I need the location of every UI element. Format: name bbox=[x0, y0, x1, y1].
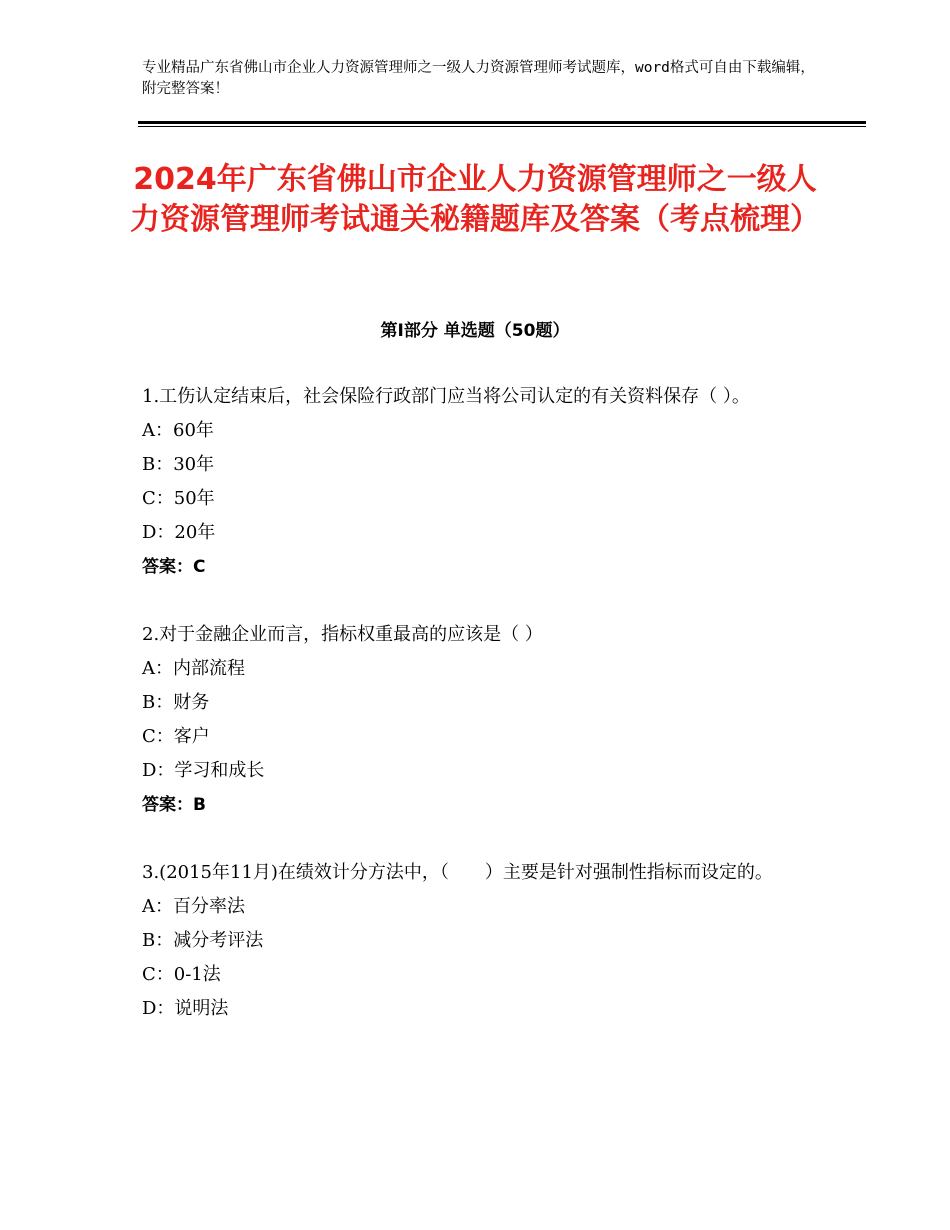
question-list bbox=[142, 380, 812, 1026]
question-stem: 3.(2015年11月)在绩效计分方法中，（ ）主要是针对强制性指标而设定的。 bbox=[142, 862, 773, 883]
question-stem: 2.对于金融企业而言，指标权重最高的应该是（ ） bbox=[142, 624, 543, 645]
header-note: 专业精品广东省佛山市企业人力资源管理师之一级人力资源管理师考试题库，word格式可自由下载编辑，附完整答案！ bbox=[142, 60, 815, 97]
question-2 bbox=[142, 618, 812, 822]
option-d: D：学习和成长 bbox=[142, 760, 265, 781]
option-d: D：20年 bbox=[142, 522, 216, 543]
option-b: B：30年 bbox=[142, 454, 215, 475]
option-c: C：0-1法 bbox=[142, 964, 221, 985]
header-divider-thick bbox=[138, 121, 866, 124]
answer-line: 答案：B bbox=[142, 795, 206, 815]
question-spacer bbox=[142, 584, 812, 618]
section-heading: 第Ⅰ部分 单选题（50题） bbox=[380, 321, 570, 341]
option-a: A：百分率法 bbox=[142, 896, 245, 917]
header-divider-thin bbox=[138, 126, 866, 127]
question-stem: 1.工伤认定结束后，社会保险行政部门应当将公司认定的有关资料保存（ ）。 bbox=[142, 386, 750, 407]
option-b: B：财务 bbox=[142, 692, 210, 713]
option-c: C：客户 bbox=[142, 726, 210, 747]
option-a: A：60年 bbox=[142, 420, 214, 441]
option-b: B：减分考评法 bbox=[142, 930, 264, 951]
answer-line: 答案：C bbox=[142, 557, 206, 577]
document-title: 2024年广东省佛山市企业人力资源管理师之一级人力资源管理师考试通关秘籍题库及答案（考点梳理） bbox=[130, 162, 820, 237]
question-1 bbox=[142, 380, 812, 584]
option-c: C：50年 bbox=[142, 488, 215, 509]
question-spacer bbox=[142, 822, 812, 856]
option-d: D：说明法 bbox=[142, 998, 229, 1019]
question-3 bbox=[142, 856, 812, 1026]
option-a: A：内部流程 bbox=[142, 658, 245, 679]
